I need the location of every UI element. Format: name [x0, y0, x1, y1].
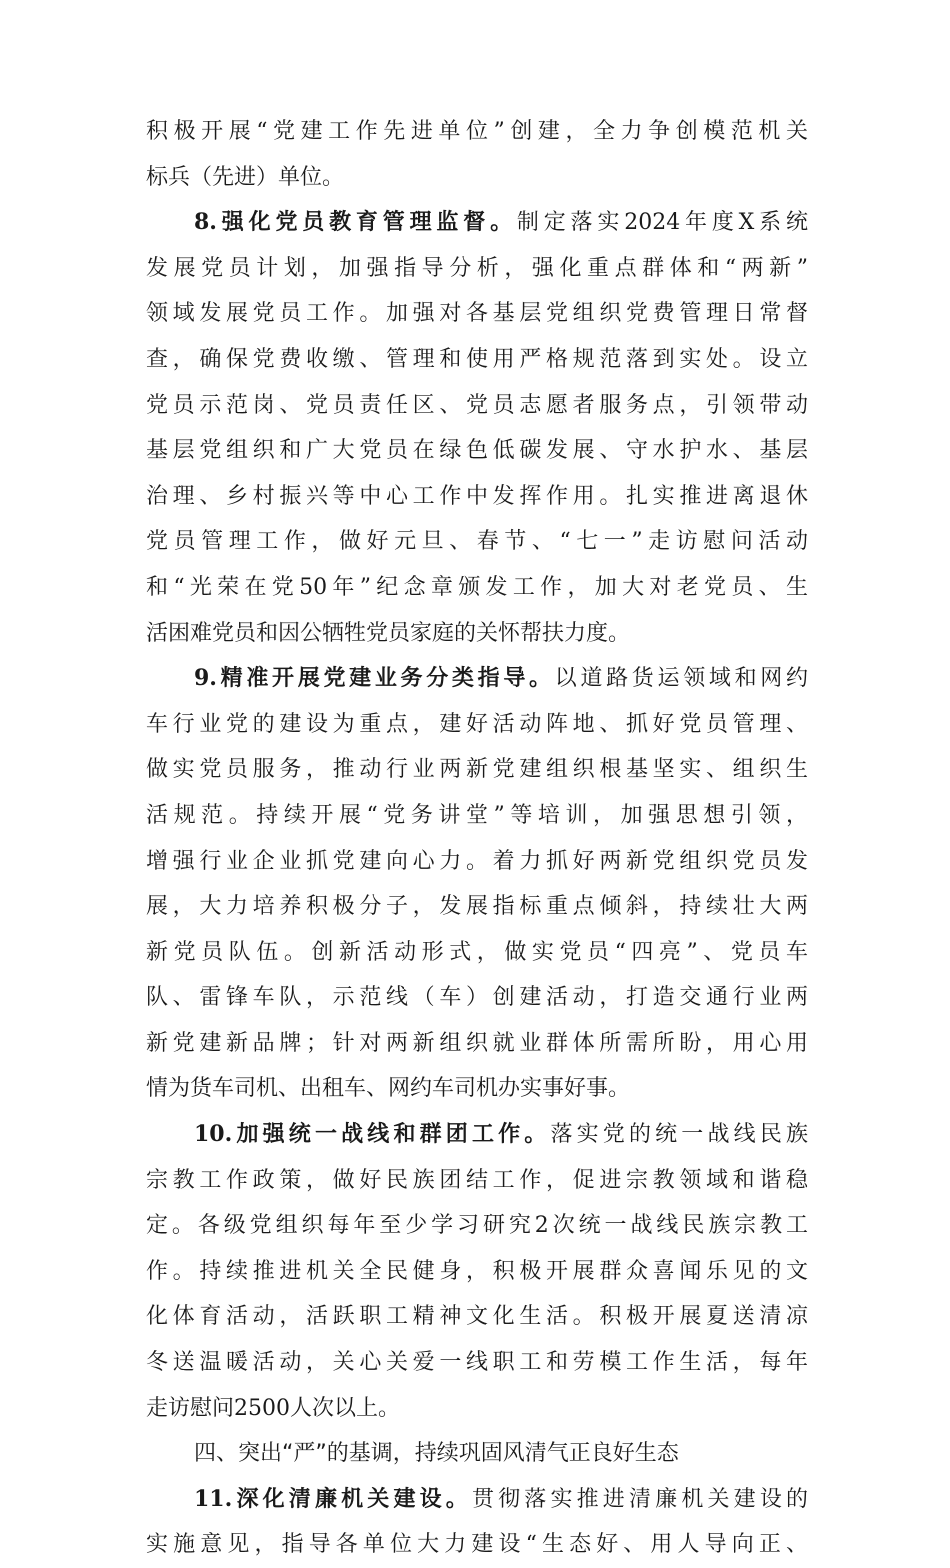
item-8-text: 制定落实2024年度X系统 [516, 210, 809, 236]
paragraph-line: 治理、乡村振兴等中心工作中发挥作用。扎实推进离退休 [146, 483, 808, 509]
paragraph-line: 定。各级党组织每年至少学习研究2次统一战线民族宗教工 [146, 1213, 808, 1239]
paragraph-line: 宗教工作政策，做好民族团结工作，促进宗教领域和谐稳 [146, 1167, 808, 1193]
item-8-title: 8.强化党员教育管理监督。 [194, 209, 517, 236]
item-9-first-line [146, 656, 808, 702]
paragraph-line: 党员管理工作，做好元旦、春节、“七一”走访慰问活动 [146, 529, 808, 555]
item-9-title: 9.精准开展党建业务分类指导。 [194, 665, 555, 692]
paragraph-line: 基层党组织和广大党员在绿色低碳发展、守水护水、基层 [146, 438, 808, 464]
paragraph-line: 冬送温暖活动，关心关爱一线职工和劳模工作生活，每年 [146, 1350, 808, 1376]
paragraph-line: 和“光荣在党50年”纪念章颁发工作，加大对老党员、生 [146, 574, 808, 600]
paragraph-line: 情为货车司机、出租车、网约车司机办实事好事。 [146, 1076, 631, 1102]
paragraph-line: 活规范。持续开展“党务讲堂”等培训，加强思想引领， [146, 802, 808, 828]
item-11-text: 贯彻落实推进清廉机关建设的 [471, 1486, 808, 1512]
paragraph-line: 车行业党的建设为重点，建好活动阵地、抓好党员管理、 [146, 711, 808, 737]
paragraph-line: 做实党员服务，推动行业两新党建组织根基坚实、组织生 [146, 757, 808, 783]
paragraph-line: 新党员队伍。创新活动形式，做实党员“四亮”、党员车 [146, 939, 808, 965]
paragraph-line: 领域发展党员工作。加强对各基层党组织党费管理日常督 [146, 301, 808, 327]
paragraph-line: 党员示范岗、党员责任区、党员志愿者服务点，引领带动 [146, 392, 808, 418]
paragraph-line: 发展党员计划，加强指导分析，强化重点群体和“两新” [146, 255, 808, 281]
section-heading: 四、突出“严”的基调，持续巩固风清气正良好生态 [194, 1441, 679, 1467]
item-8-first-line [146, 200, 808, 246]
paragraph-line: 查，确保党费收缴、管理和使用严格规范落到实处。设立 [146, 346, 808, 372]
paragraph-line: 标兵（先进）单位。 [146, 164, 345, 190]
paragraph-line: 积极开展“党建工作先进单位”创建，全力争创模范机关 [146, 119, 808, 144]
paragraph-line: 队、雷锋车队，示范线（车）创建活动，打造交通行业两 [146, 985, 808, 1011]
paragraph-line: 作。持续推进机关全民健身，积极开展群众喜闻乐见的文 [146, 1258, 808, 1284]
paragraph-line: 活困难党员和因公牺牲党员家庭的关怀帮扶力度。 [146, 620, 631, 646]
document-page [146, 109, 808, 1568]
paragraph-line: 走访慰问2500人次以上。 [146, 1395, 400, 1421]
item-11-first-line [146, 1477, 808, 1523]
paragraph-line: 展，大力培养积极分子，发展指标重点倾斜，持续壮大两 [146, 894, 808, 920]
paragraph-line: 新党建新品牌；针对两新组织就业群体所需所盼，用心用 [146, 1030, 808, 1056]
item-10-title: 10.加强统一战线和群团工作。 [194, 1121, 551, 1148]
item-10-text: 落实党的统一战线民族 [550, 1122, 808, 1148]
item-9-text: 以道路货运领域和网约 [554, 666, 808, 692]
item-10-first-line [146, 1112, 808, 1158]
item-11-title: 11.深化清廉机关建设。 [194, 1485, 472, 1512]
paragraph-line: 化体育活动，活跃职工精神文化生活。积极开展夏送清凉 [146, 1304, 808, 1330]
paragraph-line: 增强行业企业抓党建向心力。着力抓好两新党组织党员发 [146, 848, 808, 874]
paragraph-line: 实施意见，指导各单位大力建设“生态好、用人导向正、 [146, 1532, 808, 1558]
